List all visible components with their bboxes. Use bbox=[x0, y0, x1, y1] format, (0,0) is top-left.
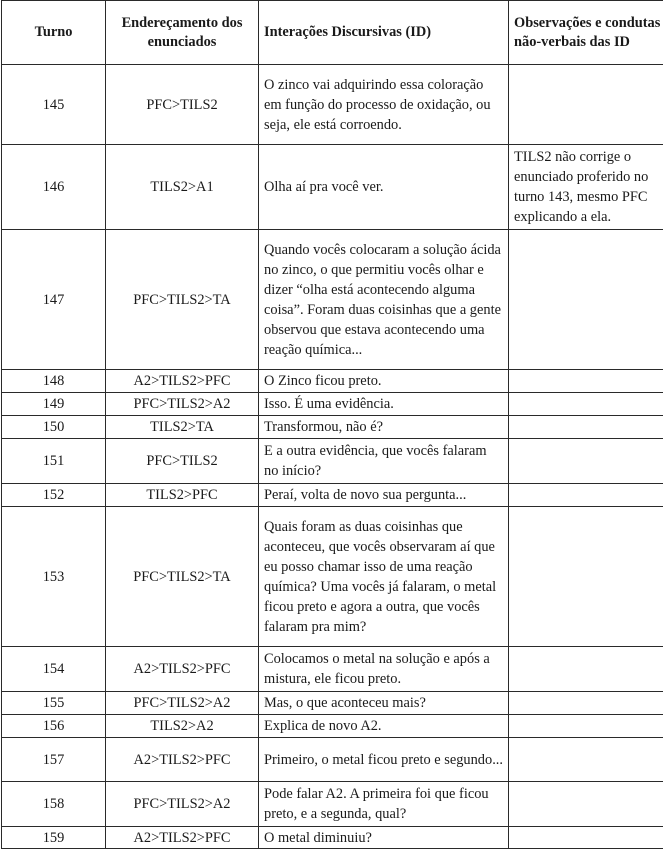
table-row bbox=[2, 145, 663, 230]
turno-cell: 156 bbox=[2, 715, 106, 738]
enderecamento-cell: TILS2>A1 bbox=[106, 145, 259, 230]
enderecamento-cell: PFC>TILS2 bbox=[106, 439, 259, 484]
table-row bbox=[2, 692, 663, 715]
table-row bbox=[2, 507, 663, 647]
observacao-cell: TILS2 não corrige o enunciado proferido no turno 143, mesmo PFC explicando a ela. bbox=[509, 145, 663, 230]
header-turno: Turno bbox=[2, 1, 106, 65]
table-row bbox=[2, 393, 663, 416]
observacao-cell bbox=[509, 439, 663, 484]
header-row bbox=[2, 1, 663, 65]
observacao-cell bbox=[509, 393, 663, 416]
table-row bbox=[2, 782, 663, 827]
turno-cell: 154 bbox=[2, 647, 106, 692]
interacao-cell: Pode falar A2. A primeira foi que ficou preto, e a segunda, qual? bbox=[259, 782, 509, 827]
observacao-cell bbox=[509, 782, 663, 827]
table-row bbox=[2, 370, 663, 393]
interacao-cell: Isso. É uma evidência. bbox=[259, 393, 509, 416]
enderecamento-cell: TILS2>A2 bbox=[106, 715, 259, 738]
header-enderecamento: Endereçamento dos enunciados bbox=[106, 1, 259, 65]
enderecamento-cell: PFC>TILS2>A2 bbox=[106, 782, 259, 827]
interacao-cell: Colocamos o metal na solução e após a mistura, ele ficou preto. bbox=[259, 647, 509, 692]
observacao-cell bbox=[509, 738, 663, 782]
observacao-cell bbox=[509, 370, 663, 393]
observacao-cell bbox=[509, 715, 663, 738]
interaction-table bbox=[1, 0, 663, 849]
interacao-cell: Explica de novo A2. bbox=[259, 715, 509, 738]
turno-cell: 152 bbox=[2, 484, 106, 507]
table-row bbox=[2, 416, 663, 439]
turno-cell: 149 bbox=[2, 393, 106, 416]
interacao-cell: O metal diminuiu? bbox=[259, 827, 509, 849]
observacao-cell bbox=[509, 692, 663, 715]
enderecamento-cell: TILS2>TA bbox=[106, 416, 259, 439]
enderecamento-cell: A2>TILS2>PFC bbox=[106, 647, 259, 692]
enderecamento-cell: TILS2>PFC bbox=[106, 484, 259, 507]
observacao-cell bbox=[509, 65, 663, 145]
enderecamento-cell: PFC>TILS2>A2 bbox=[106, 393, 259, 416]
interacao-cell: O Zinco ficou preto. bbox=[259, 370, 509, 393]
table-row bbox=[2, 439, 663, 484]
table-row bbox=[2, 738, 663, 782]
turno-cell: 155 bbox=[2, 692, 106, 715]
interacao-cell: Quais foram as duas coisinhas que aconteceu, que vocês observaram aí que eu posso chamar isso de uma reação química? Uma vocês já falaram, o metal ficou preto e agora a outra, que vocês falaram pra mim? bbox=[259, 507, 509, 647]
observacao-cell bbox=[509, 230, 663, 370]
interacao-cell: Quando vocês colocaram a solução ácida no zinco, o que permitiu vocês olhar e dizer “olha está acontecendo alguma coisa”. Foram duas coisinhas que a gente observou que estava acontecendo uma reação química... bbox=[259, 230, 509, 370]
observacao-cell bbox=[509, 827, 663, 849]
enderecamento-cell: A2>TILS2>PFC bbox=[106, 370, 259, 393]
table-row bbox=[2, 230, 663, 370]
enderecamento-cell: PFC>TILS2 bbox=[106, 65, 259, 145]
observacao-cell bbox=[509, 416, 663, 439]
interacao-cell: Primeiro, o metal ficou preto e segundo... bbox=[259, 738, 509, 782]
header-interacoes: Interações Discursivas (ID) bbox=[259, 1, 509, 65]
turno-cell: 153 bbox=[2, 507, 106, 647]
table-row bbox=[2, 715, 663, 738]
turno-cell: 150 bbox=[2, 416, 106, 439]
interacao-cell: Transformou, não é? bbox=[259, 416, 509, 439]
enderecamento-cell: A2>TILS2>PFC bbox=[106, 738, 259, 782]
enderecamento-cell: A2>TILS2>PFC bbox=[106, 827, 259, 849]
interacao-cell: E a outra evidência, que vocês falaram no início? bbox=[259, 439, 509, 484]
turno-cell: 158 bbox=[2, 782, 106, 827]
table-row bbox=[2, 647, 663, 692]
enderecamento-cell: PFC>TILS2>TA bbox=[106, 507, 259, 647]
turno-cell: 145 bbox=[2, 65, 106, 145]
turno-cell: 147 bbox=[2, 230, 106, 370]
interacao-cell: Peraí, volta de novo sua pergunta... bbox=[259, 484, 509, 507]
turno-cell: 146 bbox=[2, 145, 106, 230]
turno-cell: 159 bbox=[2, 827, 106, 849]
table-row bbox=[2, 827, 663, 849]
header-observacoes: Observações e condutas não-verbais das ID bbox=[509, 1, 663, 65]
enderecamento-cell: PFC>TILS2>A2 bbox=[106, 692, 259, 715]
table-row bbox=[2, 65, 663, 145]
observacao-cell bbox=[509, 484, 663, 507]
interacao-cell: O zinco vai adquirindo essa coloração em função do processo de oxidação, ou seja, ele está corroendo. bbox=[259, 65, 509, 145]
table-row bbox=[2, 484, 663, 507]
interacao-cell: Mas, o que aconteceu mais? bbox=[259, 692, 509, 715]
interacao-cell: Olha aí pra você ver. bbox=[259, 145, 509, 230]
turno-cell: 148 bbox=[2, 370, 106, 393]
observacao-cell bbox=[509, 647, 663, 692]
turno-cell: 157 bbox=[2, 738, 106, 782]
observacao-cell bbox=[509, 507, 663, 647]
enderecamento-cell: PFC>TILS2>TA bbox=[106, 230, 259, 370]
turno-cell: 151 bbox=[2, 439, 106, 484]
